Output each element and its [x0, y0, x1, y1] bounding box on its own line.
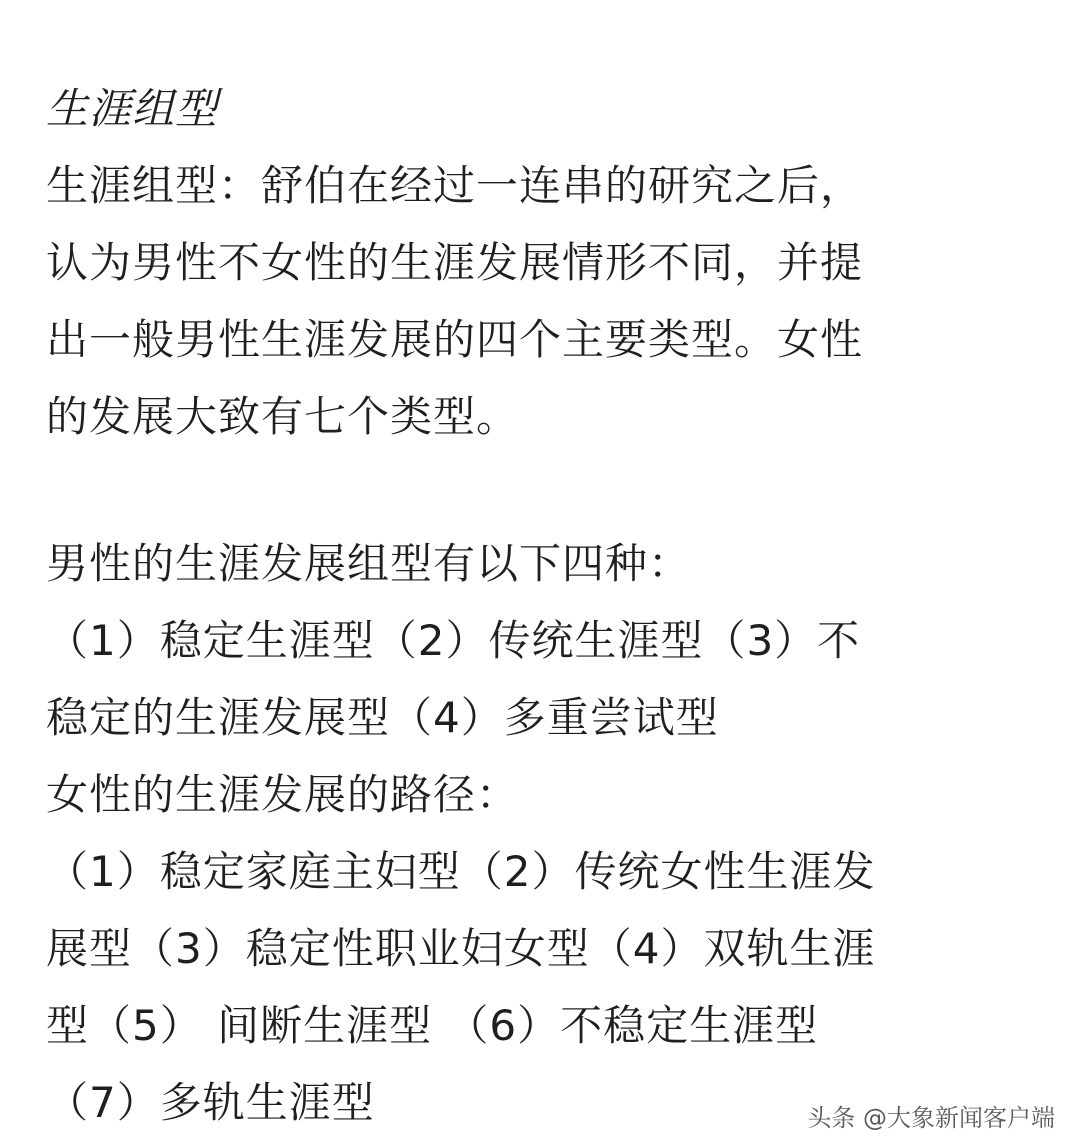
text-line: 展型（3）稳定性职业妇女型（4）双轨生涯 [46, 924, 876, 973]
text-line: （7）多轨生涯型 [46, 1078, 375, 1127]
paragraph-spacer [46, 455, 1036, 525]
paragraph-intro [46, 147, 1036, 455]
watermark: 头条 @大象新闻客户端 [807, 1104, 1055, 1132]
document-title: 生涯组型 [46, 84, 219, 133]
text-line: （1）稳定家庭主妇型（2）传统女性生涯发 [46, 847, 876, 896]
text-line: 型（5） 间断生涯型 （6）不稳定生涯型 [46, 1001, 819, 1050]
text-line: （1）稳定生涯型（2）传统生涯型（3）不 [46, 616, 861, 665]
paragraph-types [46, 525, 1036, 1141]
text-line: 生涯组型：舒伯在经过一连串的研究之后， [46, 161, 864, 210]
text-line: 认为男性不女性的生涯发展情形不同，并提 [46, 238, 864, 287]
text-line: 女性的生涯发展的路径： [46, 770, 520, 819]
text-line: 稳定的生涯发展型（4）多重尝试型 [46, 693, 719, 742]
text-line: 的发展大致有七个类型。 [46, 392, 520, 441]
document-body [46, 70, 1036, 1141]
text-line: 出一般男性生涯发展的四个主要类型。女性 [46, 315, 864, 364]
text-line: 男性的生涯发展组型有以下四种： [46, 539, 692, 588]
